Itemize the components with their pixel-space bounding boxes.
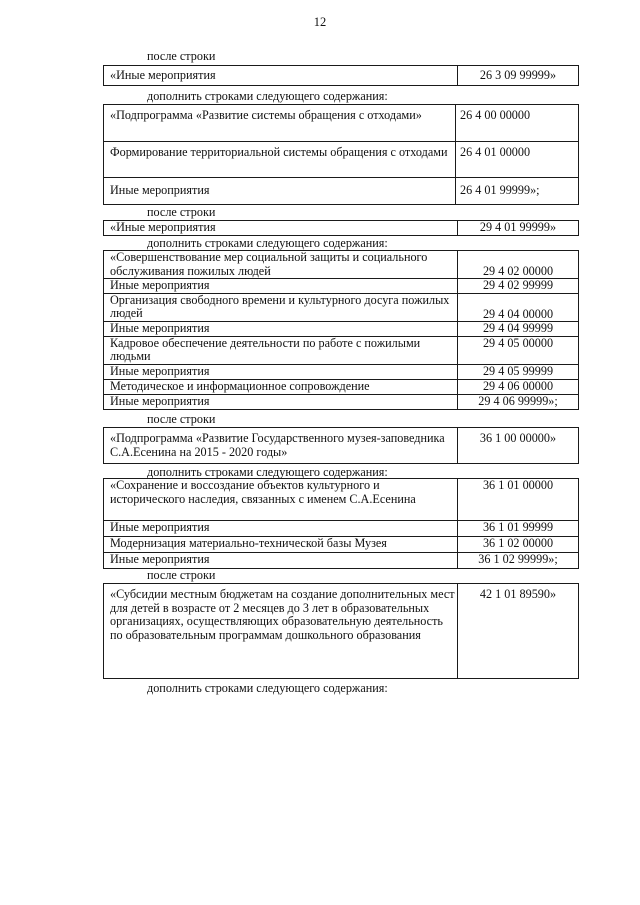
row-text: Методическое и информационное сопровождение [104, 380, 458, 395]
row-code: 26 4 00 00000 [456, 105, 579, 142]
row-text: Иные мероприятия [104, 178, 456, 205]
after-row-label: после строки [147, 205, 216, 219]
row-code: 29 4 05 99999 [458, 365, 579, 380]
row-code: 36 1 01 99999 [458, 521, 579, 537]
added-rows-table [103, 478, 579, 569]
row-text: «Совершенствование мер социальной защиты и социального обслуживания пожилых людей [104, 251, 458, 279]
row-code: 26 4 01 00000 [456, 142, 579, 178]
added-rows-table [103, 104, 579, 205]
row-code: 29 4 06 00000 [458, 380, 579, 395]
row-text: Иные мероприятия [104, 521, 458, 537]
row-text: Формирование территориальной системы обращения с отходами [104, 142, 456, 178]
page-number: 12 [313, 15, 327, 29]
row-text: Иные мероприятия [104, 322, 458, 337]
row-code: 36 1 02 00000 [458, 537, 579, 553]
row-text: Иные мероприятия [104, 395, 458, 410]
row-code: 26 3 09 99999» [458, 66, 579, 86]
row-code: 36 1 01 00000 [458, 479, 579, 521]
add-rows-label: дополнить строками следующего содержания: [147, 236, 388, 250]
after-row-table [103, 220, 579, 236]
row-code: 29 4 01 99999» [458, 221, 579, 236]
row-code: 26 4 01 99999»; [456, 178, 579, 205]
add-rows-label: дополнить строками следующего содержания: [147, 465, 388, 479]
row-code: 29 4 02 99999 [458, 279, 579, 294]
row-text: «Субсидии местным бюджетам на создание дополнительных мест для детей в возрасте от 2 месяцев до 3 лет в образовательных организациях, осуществляющих образовательную деятельность по образовательным программам дошкольного образования [104, 584, 458, 679]
row-code: 29 4 02 00000 [458, 251, 579, 279]
row-code: 36 1 00 00000» [458, 428, 579, 464]
row-text: Иные мероприятия [104, 365, 458, 380]
row-text: «Подпрограмма «Развитие Государственного музея-заповедника С.А.Есенина на 2015 - 2020 годы» [104, 428, 458, 464]
after-row-label: после строки [147, 49, 216, 63]
row-text: Модернизация материально-технической базы Музея [104, 537, 458, 553]
row-text: Иные мероприятия [104, 553, 458, 569]
row-text: «Сохранение и воссоздание объектов культурного и исторического наследия, связанных с именем С.А.Есенина [104, 479, 458, 521]
after-row-label: после строки [147, 568, 216, 582]
row-text: «Подпрограмма «Развитие системы обращения с отходами» [104, 105, 456, 142]
row-text: «Иные мероприятия [104, 66, 458, 86]
after-row-label: после строки [147, 412, 216, 426]
row-text: Организация свободного времени и культурного досуга пожилых людей [104, 293, 458, 321]
after-row-table [103, 65, 579, 86]
row-code: 42 1 01 89590» [458, 584, 579, 679]
row-code: 29 4 04 00000 [458, 293, 579, 321]
after-row-table [103, 427, 579, 464]
row-text: Иные мероприятия [104, 279, 458, 294]
row-text: Кадровое обеспечение деятельности по работе с пожилыми людьми [104, 336, 458, 364]
after-row-table [103, 583, 579, 679]
row-code: 29 4 04 99999 [458, 322, 579, 337]
row-text: «Иные мероприятия [104, 221, 458, 236]
row-code: 29 4 06 99999»; [458, 395, 579, 410]
add-rows-label: дополнить строками следующего содержания: [147, 681, 388, 695]
row-code: 29 4 05 00000 [458, 336, 579, 364]
row-code: 36 1 02 99999»; [458, 553, 579, 569]
add-rows-label: дополнить строками следующего содержания: [147, 89, 388, 103]
added-rows-table [103, 250, 579, 410]
